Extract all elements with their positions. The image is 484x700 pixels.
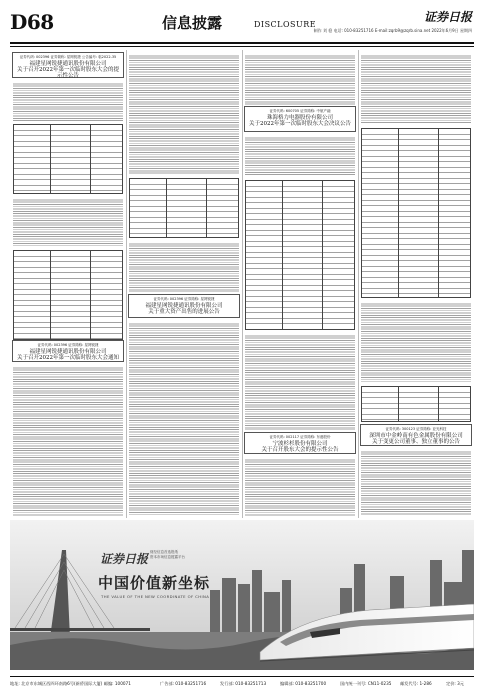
notice-code: 证券代码: 600705 证券简称: 中航产融 xyxy=(269,109,331,113)
page-number: D68 xyxy=(10,10,54,34)
notice-1-continued xyxy=(129,52,239,172)
page-header xyxy=(10,6,474,42)
masthead-meta: 制作 刘 稳 电话: 010-83251716 E-mail:zqrb9@zqrb.sina.net 2022年6月9日 星期四 xyxy=(313,28,472,33)
ad-logo-subtitle: 财经信息首选报纸 资本市场信息披露平台 xyxy=(150,550,185,559)
notice-4-body xyxy=(245,134,355,174)
footer-address: 地址: 北京市东城区西四环南路6号(新侨国际大厦) 邮编: 100071 xyxy=(10,681,131,686)
notice-4-table xyxy=(245,178,355,328)
footer-postal-code: 邮发代号: 1-286 xyxy=(400,681,432,686)
notice-1-table xyxy=(13,122,123,192)
notice-6 xyxy=(360,424,472,446)
notice-code: 证券代码: 300123 证券简称: 亚光科技 xyxy=(385,427,447,431)
notice-4 xyxy=(244,106,356,132)
masthead-logo: 证券日报 xyxy=(423,10,472,24)
footer-price: 定价: 3元 xyxy=(446,681,464,686)
notice-title: 福建星网锐捷通讯股份有限公司 关于召开2022年第一次临时股东大会的提示性公告 xyxy=(17,61,119,80)
notice-code: 证券代码: 002117 证券简称: 东港股份 xyxy=(269,435,331,439)
notice-2-body xyxy=(13,364,123,514)
notice-title: 宁波杉杉股份有限公司 关于召开股东大会的提示性公告 xyxy=(261,441,339,454)
header-rule xyxy=(10,42,474,44)
notice-code: 证券代码: 002396 证券简称: 星网锐捷 公告编号: 临2022-35 xyxy=(19,55,117,59)
notice-1-table-3 xyxy=(129,176,239,236)
notice-1 xyxy=(12,52,124,78)
notice-1-body xyxy=(13,80,123,120)
notice-title: 珠海格力电器股份有限公司 关于2022年第一次临时股东大会决议公告 xyxy=(249,115,351,128)
advertisement-banner xyxy=(10,520,474,670)
ad-logo: 证券日报 xyxy=(100,552,149,566)
ad-slogan-english: THE VALUE OF THE NEW COORDINATE OF CHINA xyxy=(101,594,210,599)
footer-editorial-phone: 编辑部: 010-83251700 xyxy=(280,681,327,686)
disclosure-columns xyxy=(10,50,474,518)
header-rule-thin xyxy=(10,46,474,47)
notice-6-body xyxy=(361,448,471,514)
notice-title: 福建星网锐捷通讯股份有限公司 关于重大资产出售的进展公告 xyxy=(145,303,223,316)
notice-1-body-3 xyxy=(129,240,239,290)
notice-code: 证券代码: 002396 证券简称: 星网锐捷 xyxy=(37,343,99,347)
section-title-english: DISCLOSURE xyxy=(254,20,317,29)
notice-title: 深圳市中金岭南有色金属股份有限公司 关于变更公司董事、独立董事的公告 xyxy=(369,433,463,446)
notice-4-body-3 xyxy=(361,300,471,380)
notice-4-body-2 xyxy=(245,332,355,428)
section-title: 信息披露 xyxy=(162,14,223,32)
footer-ad-phone: 广告部: 010-83251716 xyxy=(160,681,207,686)
ad-illustration xyxy=(10,520,474,670)
notice-4-table-3 xyxy=(361,384,471,420)
ad-slogan: 中国价值新坐标 xyxy=(98,574,211,592)
notice-3-body xyxy=(129,320,239,514)
notice-4-continued xyxy=(361,52,471,122)
notice-1-body-2 xyxy=(13,196,123,244)
notice-5-body xyxy=(245,456,355,514)
page-footer xyxy=(10,676,474,695)
notice-title: 福建星网锐捷通讯股份有限公司 关于召开2022年第一次临时股东大会通知 xyxy=(17,349,119,362)
notice-1-table-2 xyxy=(13,248,123,338)
notice-5 xyxy=(244,432,356,454)
footer-registration: 国内统一刊号: CN11-0235 xyxy=(340,681,392,686)
notice-2 xyxy=(12,340,124,362)
notice-4-table-2 xyxy=(361,126,471,296)
footer-distribution-phone: 发行部: 010-83251713 xyxy=(220,681,267,686)
notice-3-continued xyxy=(245,52,355,104)
notice-code: 证券代码: 002396 证券简称: 星网锐捷 xyxy=(153,297,215,301)
notice-3 xyxy=(128,294,240,318)
